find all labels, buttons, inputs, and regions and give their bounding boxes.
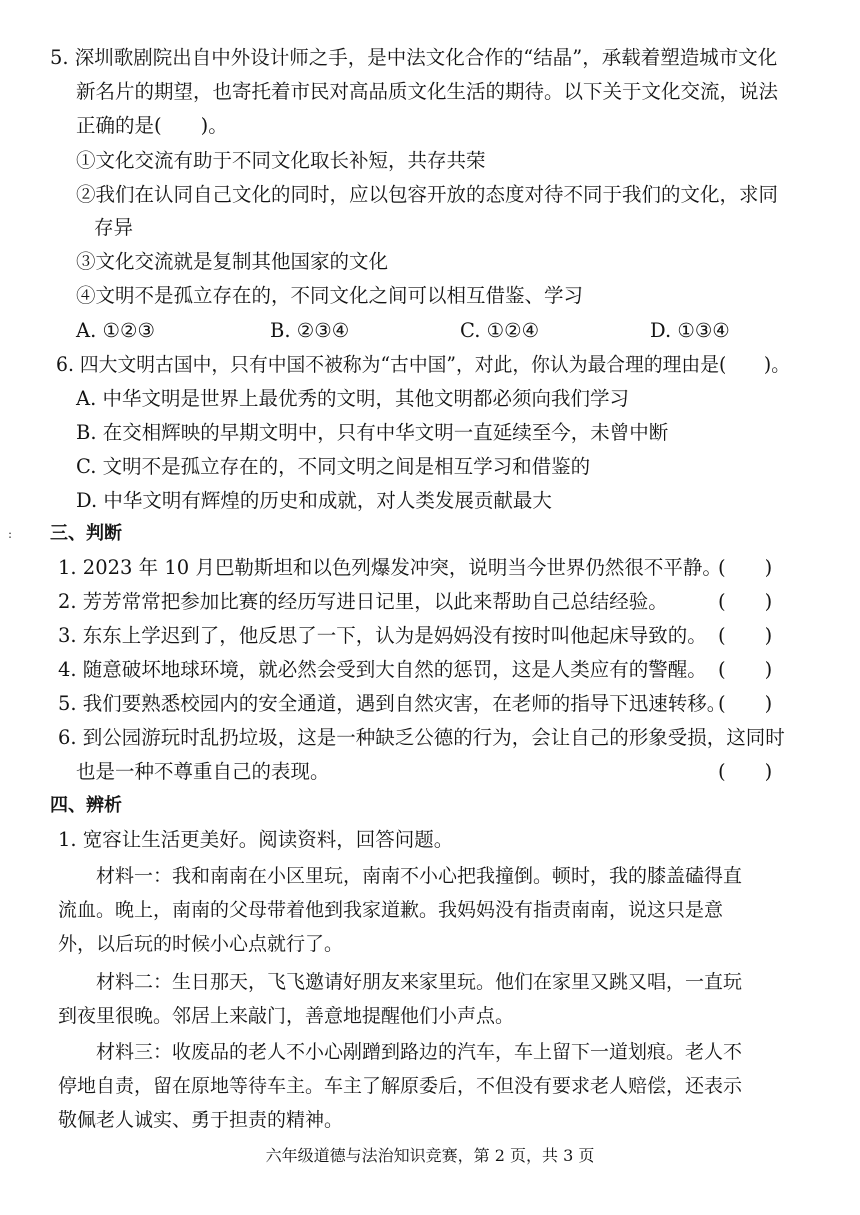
material-3-line1: 材料三：收废品的老人不小心剐蹭到路边的汽车，车上留下一道划痕。老人不 <box>58 1041 743 1063</box>
q5-item-2-cont: 存异 <box>94 216 134 239</box>
q5-choice-a: A. ①②③ <box>76 319 155 342</box>
q6-option-b: B. 在交相辉映的早期文明中，只有中华文明一直延续至今，未曾中断 <box>76 421 669 444</box>
judge-item-6-cont: 也是一种不尊重自己的表现。 <box>76 760 330 783</box>
q5-item-1: ①文化交流有助于不同文化取长补短，共存共荣 <box>76 149 486 172</box>
section-4-title: 四、辨析 <box>50 795 122 816</box>
q5-choice-d: D. ①③④ <box>650 319 730 342</box>
material-3-line2: 停地自责，留在原地等待车主。车主了解原委后，不但没有要求老人赔偿，还表示 <box>58 1075 743 1097</box>
judge-paren-2: ( ) <box>718 590 773 613</box>
judge-item-3: 3. 东东上学迟到了，他反思了一下，认为是妈妈没有按时叫他起床导致的。 <box>58 624 707 647</box>
q5-item-4: ④文明不是孤立存在的，不同文化之间可以相互借鉴、学习 <box>76 284 584 307</box>
q6-option-d: D. 中华文明有辉煌的历史和成就，对人类发展贡献最大 <box>76 489 552 512</box>
q6-option-c: C. 文明不是孤立存在的，不同文明之间是相互学习和借鉴的 <box>76 455 591 478</box>
section-3-title: 三、判断 <box>50 523 122 544</box>
judge-paren-6: ( ) <box>718 760 773 783</box>
material-2-line2: 到夜里很晚。邻居上来敲门，善意地提醒他们小声点。 <box>58 1005 515 1027</box>
material-1-line1: 材料一：我和南南在小区里玩，南南不小心把我撞倒。顿时，我的膝盖磕得直 <box>58 865 743 887</box>
q6-stem: 6. 四大文明古国中，只有中国不被称为“古中国”，对此，你认为最合理的理由是( )。 <box>56 353 791 376</box>
judge-item-6: 6. 到公园游玩时乱扔垃圾，这是一种缺乏公德的行为，会让自己的形象受损，这同时 <box>58 726 785 749</box>
judge-item-2: 2. 芳芳常常把参加比赛的经历写进日记里，以此来帮助自己总结经验。 <box>58 590 668 613</box>
judge-item-1: 1. 2023 年 10 月巴勒斯坦和以色列爆发冲突，说明当今世界仍然很不平静。 <box>58 556 722 579</box>
judge-paren-4: ( ) <box>718 658 773 681</box>
judge-item-4: 4. 随意破坏地球环境，就必然会受到大自然的惩罚，这是人类应有的警醒。 <box>58 658 707 681</box>
judge-paren-1: ( ) <box>718 556 773 579</box>
analysis-question-1: 1. 宽容让生活更美好。阅读资料，回答问题。 <box>58 828 454 851</box>
q5-item-3: ③文化交流就是复制其他国家的文化 <box>76 250 389 273</box>
material-3-line3: 敬佩老人诚实、勇于担责的精神。 <box>58 1109 344 1131</box>
q5-choice-b: B. ②③④ <box>270 319 350 342</box>
q5-item-2: ②我们在认同自己文化的同时，应以包容开放的态度对待不同于我们的文化，求同 <box>76 183 779 206</box>
judge-paren-5: ( ) <box>718 692 773 715</box>
q5-stem-line3: 正确的是( )。 <box>76 114 228 137</box>
material-1-line2: 流血。晚上，南南的父母带着他到我家道歉。我妈妈没有指责南南，说这只是意 <box>58 899 724 921</box>
q5-stem-line1: 5. 深圳歌剧院出自中外设计师之手，是中法文化合作的“结晶”，承载着塑造城市文化 <box>50 46 778 69</box>
judge-item-5: 5. 我们要熟悉校园内的安全通道，遇到自然灾害，在老师的指导下迅速转移。 <box>58 692 727 715</box>
material-1-line3: 外，以后玩的时候小心点就行了。 <box>58 933 344 955</box>
page-footer: 六年级道德与法治知识竞赛，第 2 页，共 3 页 <box>265 1146 595 1165</box>
q5-stem-line2: 新名片的期望，也寄托着市民对高品质文化生活的期待。以下关于文化交流，说法 <box>76 80 779 103</box>
material-2-line1: 材料二：生日那天，飞飞邀请好朋友来家里玩。他们在家里又跳又唱，一直玩 <box>58 971 743 993</box>
q6-option-a: A. 中华文明是世界上最优秀的文明，其他文明都必须向我们学习 <box>76 387 629 410</box>
judge-paren-3: ( ) <box>718 624 773 647</box>
q5-choice-c: C. ①②④ <box>460 319 540 342</box>
margin-mark: : <box>8 527 13 541</box>
